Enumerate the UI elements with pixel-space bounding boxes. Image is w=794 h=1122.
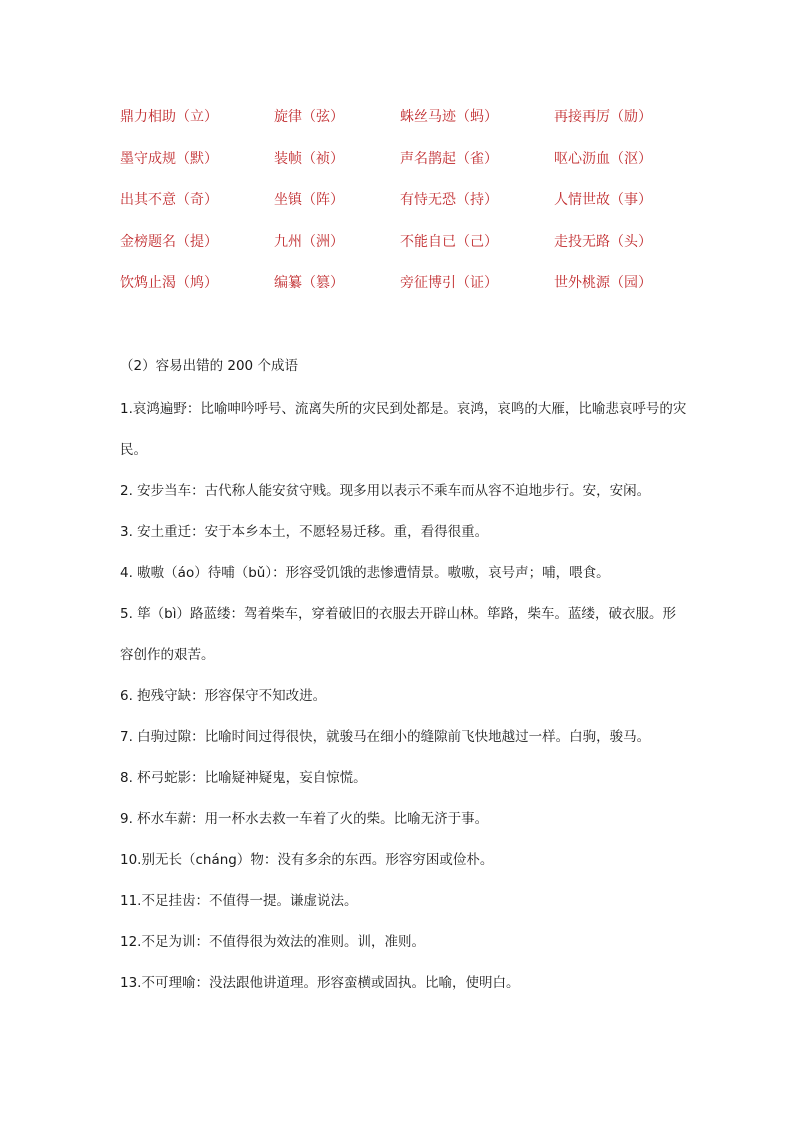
idiom-item: 世外桃源（园） <box>554 275 652 291</box>
idiom-item: 鼎力相助（立） <box>120 109 218 125</box>
idiom-item: 走投无路（头） <box>554 233 652 250</box>
idiom-item: 旋律（弦） <box>274 109 344 125</box>
idiom-item: 九州（洲） <box>274 233 344 250</box>
idiom-item: 装帧（祯） <box>274 150 344 167</box>
idiom-entry: 7. 白驹过隙：比喻时间过得很快，就骏马在细小的缝隙前飞快地越过一样。白驹，骏马。 <box>120 729 651 745</box>
idiom-item: 蛛丝马迹（蚂） <box>400 109 498 125</box>
idiom-item: 出其不意（奇） <box>120 192 218 208</box>
idiom-row <box>120 270 720 312</box>
idiom-row <box>120 146 720 188</box>
idiom-entry: 6. 抱残守缺：形容保守不知改进。 <box>120 688 327 704</box>
idiom-item: 坐镇（阵） <box>274 192 344 208</box>
idiom-item: 旁征博引（证） <box>400 275 498 291</box>
idiom-item: 人情世故（事） <box>554 192 652 208</box>
idiom-explanations-section <box>120 353 688 1004</box>
idiom-entry: 3. 安土重迁：安于本乡本土，不愿轻易迁移。重，看得很重。 <box>120 524 489 540</box>
idiom-row <box>120 187 720 229</box>
idiom-item: 不能自已（己） <box>400 233 498 250</box>
idiom-entry: 10.别无长（cháng）物：没有多余的东西。形容穷困或俭朴。 <box>120 852 494 868</box>
idiom-item: 墨守成规（默） <box>120 150 218 167</box>
idiom-entry: 5. 筚（bì）路蓝缕：驾着柴车，穿着破旧的衣服去开辟山林。筚路，柴车。蓝缕，破衣服。形容创作的艰苦。 <box>120 606 676 663</box>
idiom-entry: 2. 安步当车：古代称人能安贫守贱。现多用以表示不乘车而从容不迫地步行。安，安闲。 <box>120 483 651 499</box>
idiom-entry: 8. 杯弓蛇影：比喻疑神疑鬼，妄自惊慌。 <box>120 770 367 786</box>
idiom-item: 金榜题名（提） <box>120 233 218 250</box>
section-title: （2）容易出错的 200 个成语 <box>120 358 298 374</box>
idiom-entry: 9. 杯水车薪：用一杯水去救一车着了火的柴。比喻无济于事。 <box>120 811 489 827</box>
idiom-entry: 12.不足为训：不值得很为效法的准则。训，准则。 <box>120 934 425 950</box>
idiom-row <box>120 104 720 146</box>
idiom-entry: 4. 嗷嗷（áo）待哺（bǔ）：形容受饥饿的悲惨遭情景。嗷嗷，哀号声；哺，喂食。 <box>120 565 610 581</box>
idiom-item: 有恃无恐（持） <box>400 192 498 208</box>
idiom-entry: 11.不足挂齿：不值得一提。谦虚说法。 <box>120 893 358 909</box>
idiom-item: 再接再厉（励） <box>554 109 652 125</box>
idiom-item: 声名鹊起（雀） <box>400 150 498 167</box>
idiom-correction-grid <box>120 104 720 312</box>
idiom-item: 编纂（篡） <box>274 275 344 291</box>
idiom-entry: 13.不可理喻：没法跟他讲道理。形容蛮横或固执。比喻，使明白。 <box>120 975 520 991</box>
idiom-item: 饮鸩止渴（鸠） <box>120 275 218 291</box>
idiom-entry: 1.哀鸿遍野：比喻呻吟呼号、流离失所的灾民到处都是。哀鸿，哀鸣的大雁，比喻悲哀呼号的灾民。 <box>120 401 687 458</box>
idiom-row <box>120 229 720 271</box>
idiom-item: 呕心沥血（沤） <box>554 150 652 167</box>
